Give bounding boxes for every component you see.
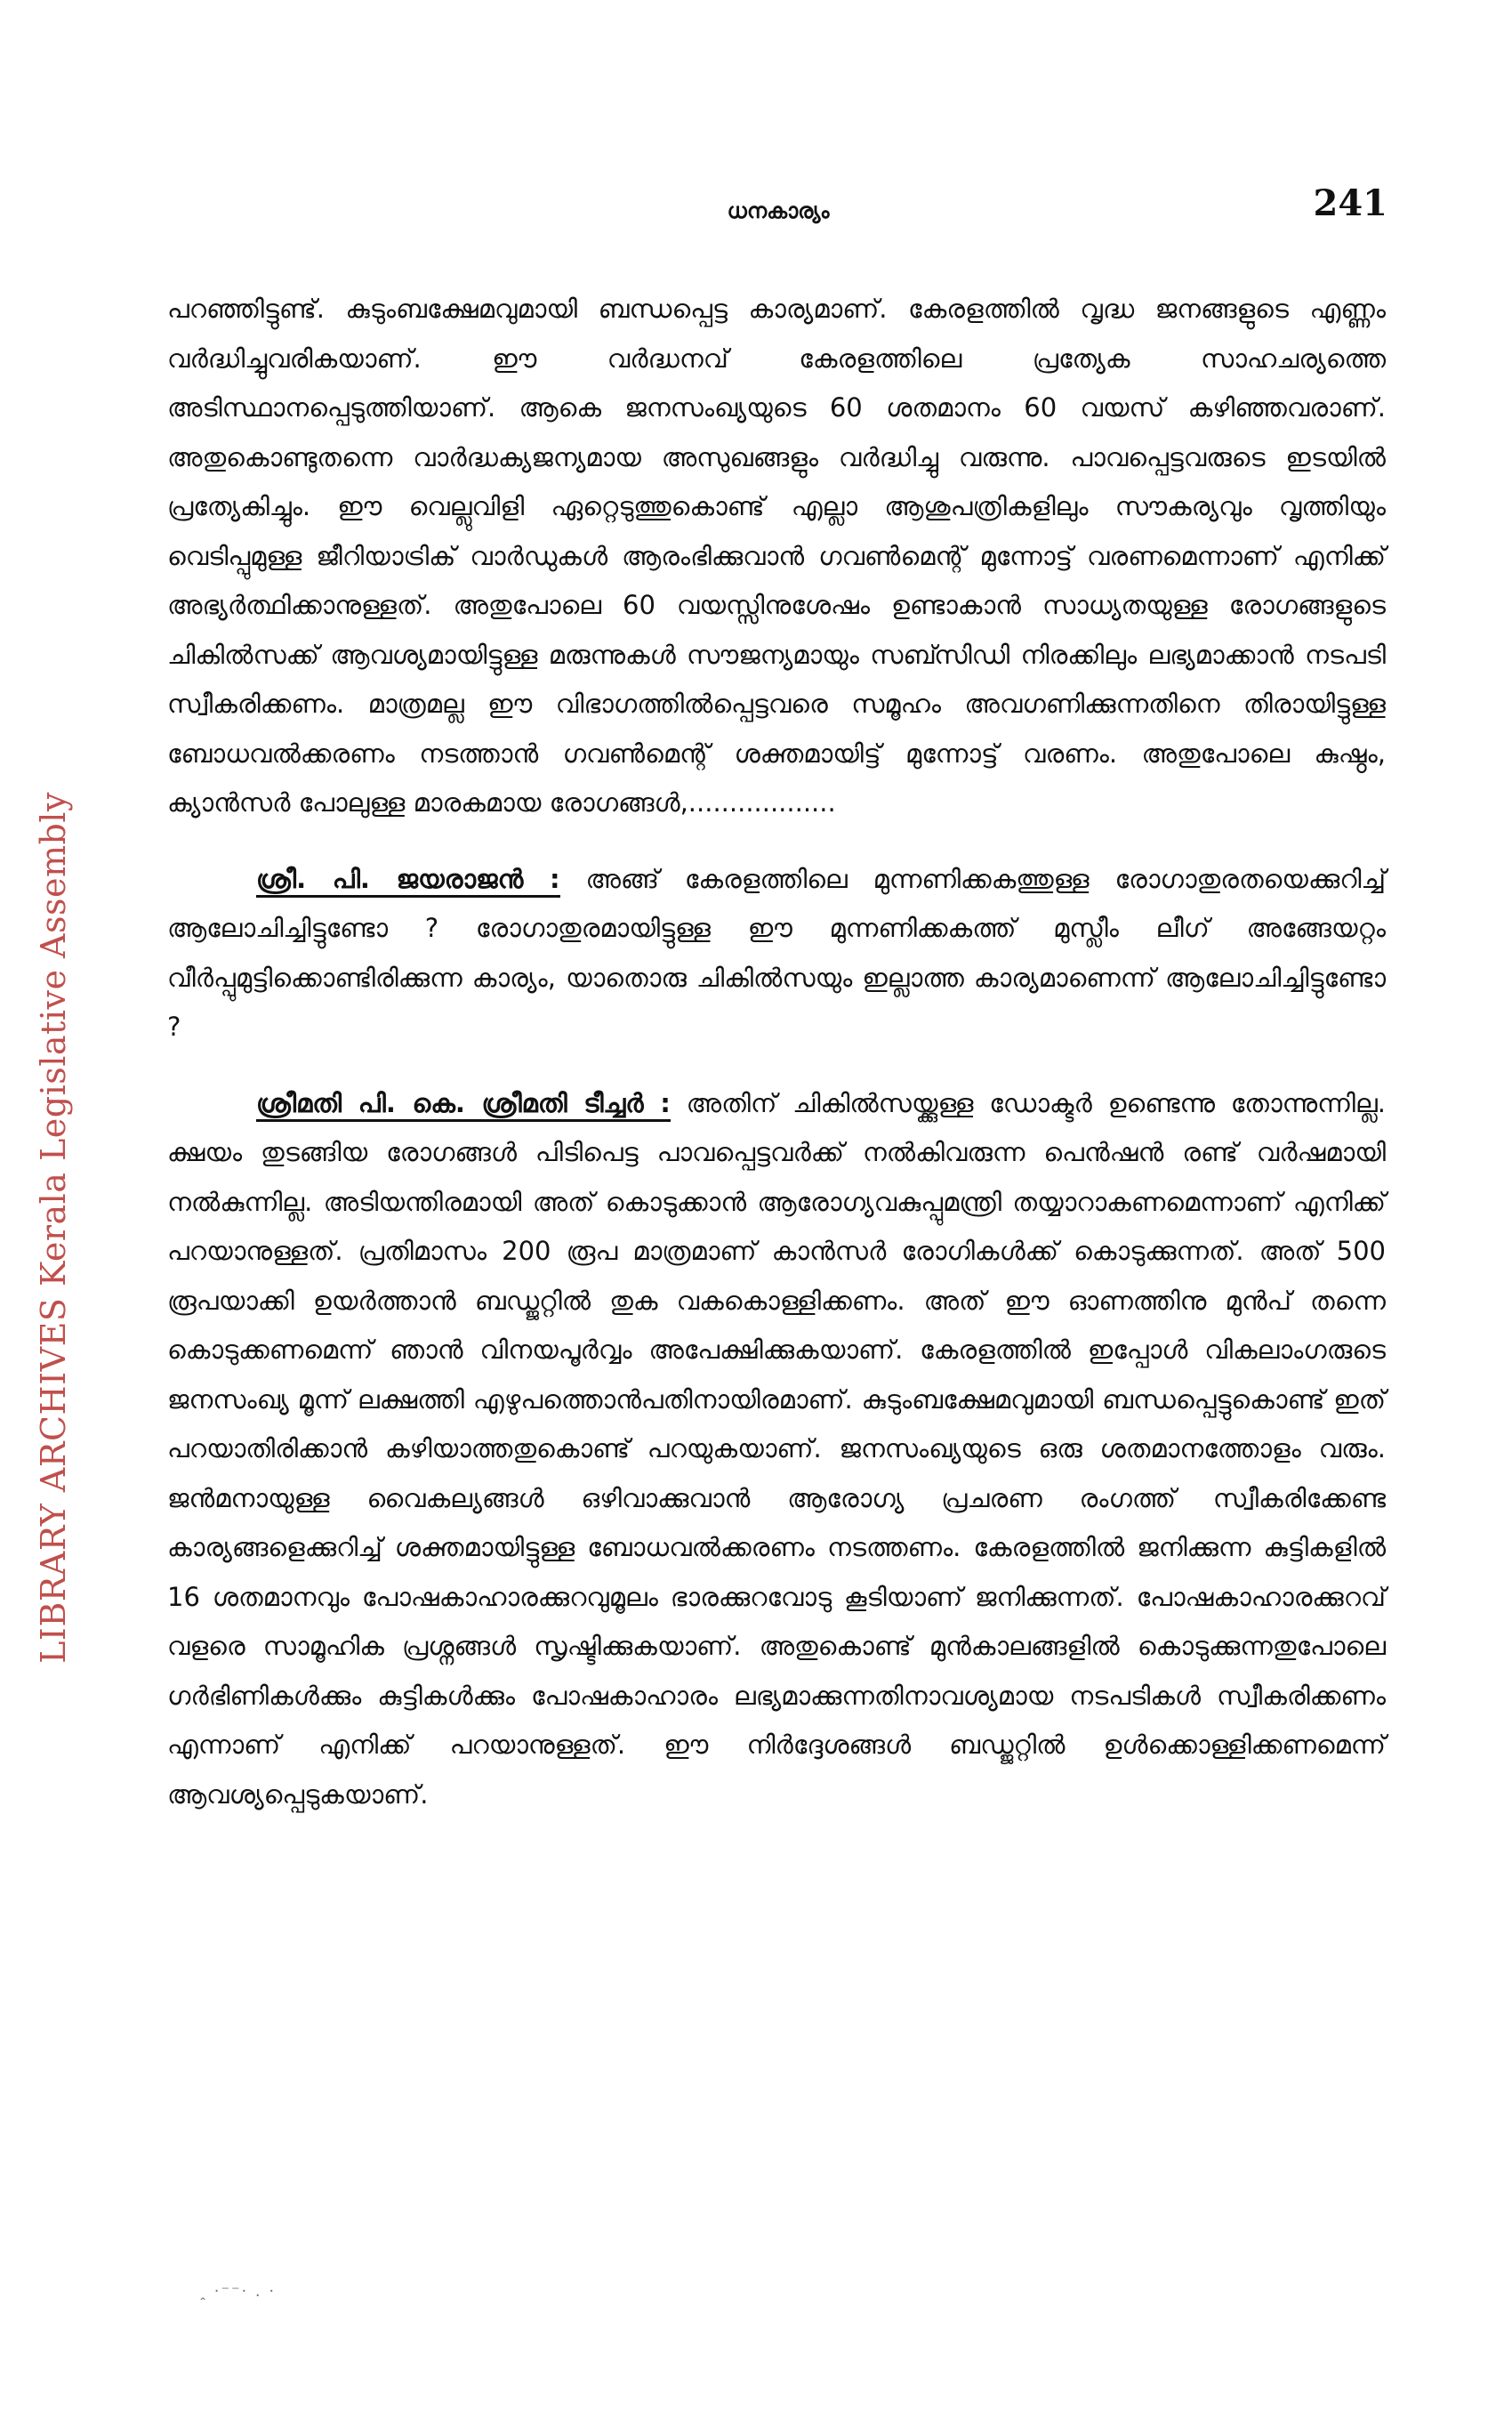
speech-paragraph bbox=[167, 855, 1386, 1052]
speech-text: അങ്ങ് കേരളത്തിലെ മുന്നണിക്കകത്തുള്ള രോഗാതുരതയെക്കുറിച്ച് ആലോചിച്ചിട്ടുണ്ടോ ? രോഗാതുരമായിട്ടുള്ള ഈ മുന്നണിക്കകത്ത് മുസ്ലീം ലീഗ് അങ്ങേയറ്റം വീർപ്പുമുട്ടിക്കൊണ്ടിരിക്കുന്ന കാര്യം, യാതൊരു ചികിൽസയും ഇല്ലാത്ത കാര്യമാണെന്ന് ആലോചിച്ചിട്ടുണ്ടോ ? bbox=[167, 863, 1386, 1042]
archive-watermark bbox=[18, 792, 89, 1664]
speaker-name: ശ്രീ. പി. ജയരാജൻ : bbox=[256, 864, 560, 898]
page-header bbox=[169, 182, 1387, 236]
speech-text: അതിന് ചികിൽസയ്ക്കുള്ള ഡോക്ടർ ഉണ്ടെന്നു തോന്നുന്നില്ല. ക്ഷയം തുടങ്ങിയ രോഗങ്ങൾ പിടിപെട്ട പാവപ്പെട്ടവർക്ക് നൽകിവരുന്ന പെൻഷൻ രണ്ട് വർഷമായി നൽകുന്നില്ല. അടിയന്തിരമായി അത് കൊടുക്കാൻ ആരോഗ്യവകുപ്പുമന്ത്രി തയ്യാറാകണമെന്നാണ് എനിക്ക് പറയാനുള്ളത്. പ്രതിമാസം 200 രൂപ മാത്രമാണ് കാൻസർ രോഗികൾക്ക് കൊടുക്കുന്നത്. അത് 500 രൂപയാക്കി ഉയർത്താൻ ബഡ്ജറ്റിൽ തുക വകകൊള്ളിക്കണം. അത് ഈ ഓണത്തിനു മുൻപ് തന്നെ കൊടുക്കണമെന്ന് ഞാൻ വിനയപൂർവ്വം അപേക്ഷിക്കുകയാണ്. കേരളത്തിൽ ഇപ്പോൾ വികലാംഗരുടെ ജനസംഖ്യ മൂന്ന് ലക്ഷത്തി എഴുപത്തൊൻപതിനായിരമാണ്. കുടുംബക്ഷേമവുമായി ബന്ധപ്പെട്ടുകൊണ്ട് ഇത് പറയാതിരിക്കാൻ കഴിയാത്തതുകൊണ്ട് പറയുകയാണ്. ജനസംഖ്യയുടെ ഒരു ശതമാനത്തോളം വരും. ജൻമനായുള്ള വൈകല്യങ്ങൾ ഒഴിവാക്കുവാൻ ആരോഗ്യ പ്രചരണ രംഗത്ത് സ്വീകരിക്കേണ്ട കാര്യങ്ങളെക്കുറിച്ച് ശക്തമായിട്ടുള്ള ബോധവൽക്കരണം നടത്തണം. കേരളത്തിൽ ജനിക്കുന്ന കുട്ടികളിൽ 16 ശതമാനവും പോഷകാഹാരക്കുറവുമൂലം ഭാരക്കുറവോടു കൂടിയാണ് ജനിക്കുന്നത്. പോഷകാഹാരക്കുറവ് വളരെ സാമൂഹിക പ്രശ്നങ്ങൾ സൃഷ്ടിക്കുകയാണ്. അതുകൊണ്ട് മുൻകാലങ്ങളിൽ കൊടുക്കുന്നതുപോലെ ഗർഭിണികൾക്കും കുട്ടികൾക്കും പോഷകാഹാരം ലഭ്യമാക്കുന്നതിനാവശ്യമായ നടപടികൾ സ്വീകരിക്കണം എന്നാണ് എനിക്ക് പറയാനുള്ളത്. ഈ നിർദ്ദേശങ്ങൾ ബഡ്ജറ്റിൽ ഉൾക്കൊള്ളിക്കണമെന്ന് ആവശ്യപ്പെടുകയാണ്. bbox=[167, 1087, 1386, 1810]
watermark-text: LIBRARY ARCHIVES Kerala Legislative Assembly bbox=[34, 792, 74, 1664]
document-body bbox=[167, 285, 1386, 1819]
running-title: ധനകാര്യം bbox=[727, 198, 830, 223]
speaker-name: ശ്രീമതി പി. കെ. ശ്രീമതി ടീച്ചർ : bbox=[256, 1088, 671, 1122]
scan-artifact: ꞈ ·⁻⁻· . · bbox=[200, 2282, 277, 2301]
speech-paragraph bbox=[167, 1079, 1386, 1820]
paragraph bbox=[167, 285, 1386, 828]
page-number: 241 bbox=[1313, 182, 1387, 224]
paragraph-text: പറഞ്ഞിട്ടുണ്ട്. കുടുംബക്ഷേമവുമായി ബന്ധപ്പെട്ട കാര്യമാണ്. കേരളത്തിൽ വൃദ്ധ ജനങ്ങളുടെ എണ്ണം വർദ്ധിച്ചുവരികയാണ്. ഈ വർദ്ധനവ് കേരളത്തിലെ പ്രത്യേക സാഹചര്യത്തെ അടിസ്ഥാനപ്പെടുത്തിയാണ്. ആകെ ജനസംഖ്യയുടെ 60 ശതമാനം 60 വയസ് കഴിഞ്ഞവരാണ്. അതുകൊണ്ടുതന്നെ വാർദ്ധക്യജന്യമായ അസുഖങ്ങളും വർദ്ധിച്ചു വരുന്നു. പാവപ്പെട്ടവരുടെ ഇടയിൽ പ്രത്യേകിച്ചും. ഈ വെല്ലുവിളി ഏറ്റെടുത്തുകൊണ്ട് എല്ലാ ആശുപത്രികളിലും സൗകര്യവും വൃത്തിയും വെടിപ്പുമുള്ള ജീറിയാട്രിക് വാർഡുകൾ ആരംഭിക്കുവാൻ ഗവൺമെന്റ് മുന്നോട്ട് വരണമെന്നാണ് എനിക്ക് അഭ്യർത്ഥിക്കാനുള്ളത്. അതുപോലെ 60 വയസ്സിനുശേഷം ഉണ്ടാകാൻ സാധ്യതയുള്ള രോഗങ്ങളുടെ ചികിൽസക്ക് ആവശ്യമായിട്ടുള്ള മരുന്നുകൾ സൗജന്യമായും സബ്സിഡി നിരക്കിലും ലഭ്യമാക്കാൻ നടപടി സ്വീകരിക്കണം. മാത്രമല്ല ഈ വിഭാഗത്തിൽപ്പെട്ടവരെ സമൂഹം അവഗണിക്കുന്നതിനെ തിരായിട്ടുള്ള ബോധവൽക്കരണം നടത്താൻ ഗവൺമെന്റ് ശക്തമായിട്ട് മുന്നോട്ട് വരണം. അതുപോലെ കുഷ്ഠം, ക്യാൻസർ പോലുള്ള മാരകമായ രോഗങ്ങൾ,.................. bbox=[167, 294, 1386, 818]
